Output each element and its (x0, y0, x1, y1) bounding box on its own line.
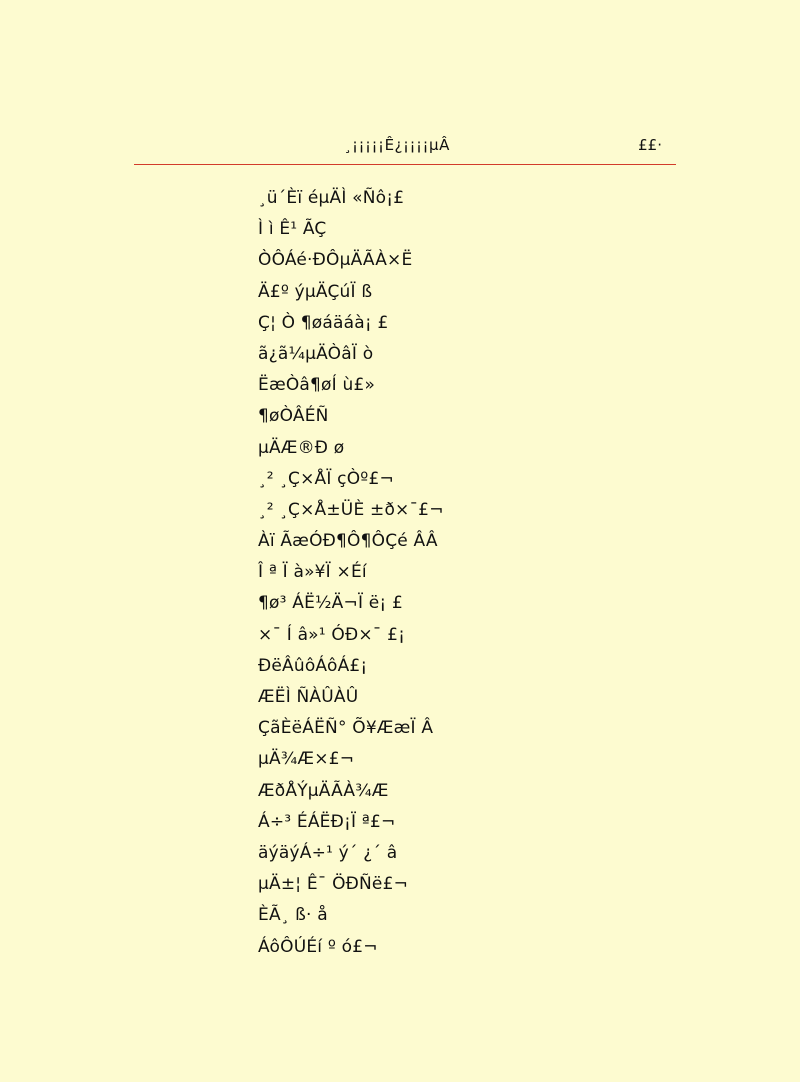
poem-line: ÒÔÁé·ÐÔµÄÃÀ×Ë (258, 250, 413, 271)
poem-line: ÆðÅÝµÄÃÀ¾Æ (258, 780, 389, 801)
running-header (134, 132, 676, 165)
poem-line: ¶ø³ ÁË½Ä¬Ï ë¡ £ (258, 593, 404, 614)
poem-line: µÄ¾Æ×£¬ (258, 749, 355, 770)
poem-line: ¸ü´Èï éµÄÌ «Ñô¡£ (258, 188, 405, 208)
poem-line: Àï ÃæÓÐ¶Ô¶ÔÇé ÂÂ (258, 531, 438, 552)
poem-line: ¸² ¸Ç×Å±ÜÈ ±ð×¯£¬ (258, 499, 444, 520)
header-title: ¸¡¡¡¡¡Ê¿¡¡¡¡µÂ (344, 136, 450, 154)
poem-line: ÐëÂûôÁôÁ£¡ (258, 655, 368, 676)
poem-line: µÄ±¦ Ê¯ ÖÐÑë£¬ (258, 874, 409, 895)
poem-line: ¸² ¸Ç×ÅÏ çÒº£¬ (258, 468, 394, 489)
page-number: ££· (638, 136, 662, 154)
poem-line: µÄÆ®Ð ø (258, 437, 345, 458)
poem-line: ÁôÔÚÉí º ó£¬ (258, 936, 378, 957)
poem-line: äýäýÁ÷¹ ý´ ¿´ â (258, 842, 398, 863)
poem-line: ¶øÒÂÉÑ (258, 406, 329, 427)
poem-body (258, 183, 598, 963)
poem-line: ÇãÈëÁËÑ° Õ¥ÆæÏ Â (258, 718, 434, 739)
poem-line: Á÷³ ÉÁËÐ¡Ï ª£¬ (258, 811, 396, 832)
poem-line: ×¯ Í â»¹ ÓÐ×¯ £¡ (258, 624, 406, 645)
poem-line: ÆËÌ ÑÀÛÀÛ (258, 687, 359, 707)
poem-line: Î ª Ï à»¥Ï ×Éí (258, 562, 367, 583)
poem-line: Ç¦ Ò ¶øáäáà¡ £ (258, 312, 389, 333)
poem-line: ã¿ã¼µÄÒâÏ ò (258, 343, 374, 364)
poem-line: Ì ì Ê¹ ÃÇ (258, 219, 327, 240)
poem-line: ÈÃ¸ ß· å (258, 905, 328, 926)
poem-line: ËæÒâ¶øÍ ù£» (258, 375, 376, 396)
poem-line: Ä£º ýµÄÇúÏ ß (258, 281, 373, 302)
